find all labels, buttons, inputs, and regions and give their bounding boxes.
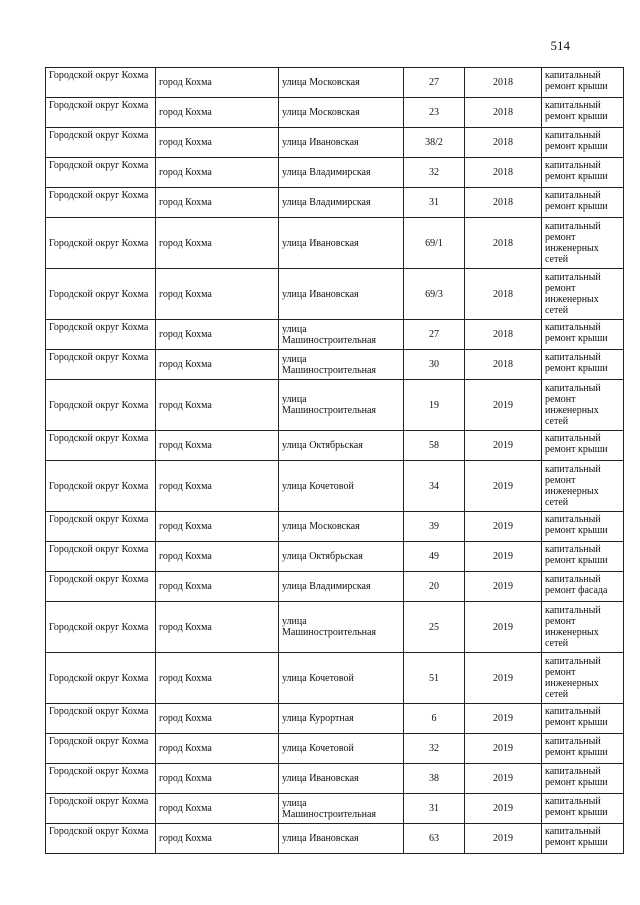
- cell-work-type: капитальный ремонт инженерных сетей: [542, 602, 624, 653]
- cell-work-type: капитальный ремонт инженерных сетей: [542, 461, 624, 512]
- cell-work-type: капитальный ремонт инженерных сетей: [542, 380, 624, 431]
- cell-settlement: город Кохма: [156, 218, 279, 269]
- cell-municipal-district: Городской округ Кохма: [46, 269, 156, 320]
- cell-work-type: капитальный ремонт инженерных сетей: [542, 269, 624, 320]
- cell-year: 2018: [465, 158, 542, 188]
- cell-house-number: 49: [404, 542, 465, 572]
- cell-municipal-district: Городской округ Кохма: [46, 380, 156, 431]
- cell-house-number: 27: [404, 320, 465, 350]
- cell-year: 2019: [465, 824, 542, 854]
- cell-street: улица Ивановская: [279, 128, 404, 158]
- cell-municipal-district: Городской округ Кохма: [46, 98, 156, 128]
- cell-street: улица Кочетовой: [279, 653, 404, 704]
- cell-work-type: капитальный ремонт крыши: [542, 98, 624, 128]
- table-row: [46, 824, 624, 854]
- cell-work-type: капитальный ремонт крыши: [542, 542, 624, 572]
- cell-work-type: капитальный ремонт крыши: [542, 350, 624, 380]
- cell-work-type: капитальный ремонт инженерных сетей: [542, 218, 624, 269]
- cell-street: улица Октябрьская: [279, 431, 404, 461]
- cell-street: улица Владимирская: [279, 572, 404, 602]
- cell-work-type: капитальный ремонт крыши: [542, 512, 624, 542]
- cell-municipal-district: Городской округ Кохма: [46, 602, 156, 653]
- cell-year: 2018: [465, 188, 542, 218]
- cell-street: улица Ивановская: [279, 218, 404, 269]
- cell-house-number: 69/1: [404, 218, 465, 269]
- cell-municipal-district: Городской округ Кохма: [46, 653, 156, 704]
- cell-house-number: 30: [404, 350, 465, 380]
- cell-municipal-district: Городской округ Кохма: [46, 542, 156, 572]
- table-row: [46, 764, 624, 794]
- cell-settlement: город Кохма: [156, 269, 279, 320]
- cell-municipal-district: Городской округ Кохма: [46, 128, 156, 158]
- cell-settlement: город Кохма: [156, 380, 279, 431]
- cell-municipal-district: Городской округ Кохма: [46, 68, 156, 98]
- cell-work-type: капитальный ремонт крыши: [542, 128, 624, 158]
- cell-year: 2018: [465, 68, 542, 98]
- cell-municipal-district: Городской округ Кохма: [46, 824, 156, 854]
- cell-settlement: город Кохма: [156, 542, 279, 572]
- cell-year: 2018: [465, 350, 542, 380]
- cell-settlement: город Кохма: [156, 98, 279, 128]
- cell-settlement: город Кохма: [156, 734, 279, 764]
- cell-work-type: капитальный ремонт крыши: [542, 734, 624, 764]
- table-row: [46, 158, 624, 188]
- cell-street: улица Машиностроительная: [279, 794, 404, 824]
- cell-municipal-district: Городской округ Кохма: [46, 512, 156, 542]
- cell-year: 2019: [465, 794, 542, 824]
- cell-year: 2019: [465, 512, 542, 542]
- table-row: [46, 572, 624, 602]
- cell-work-type: капитальный ремонт инженерных сетей: [542, 653, 624, 704]
- cell-year: 2019: [465, 431, 542, 461]
- table-row: [46, 653, 624, 704]
- cell-house-number: 6: [404, 704, 465, 734]
- table-row: [46, 512, 624, 542]
- table-row: [46, 68, 624, 98]
- cell-settlement: город Кохма: [156, 158, 279, 188]
- cell-house-number: 38/2: [404, 128, 465, 158]
- cell-house-number: 51: [404, 653, 465, 704]
- cell-work-type: капитальный ремонт крыши: [542, 188, 624, 218]
- cell-street: улица Ивановская: [279, 824, 404, 854]
- cell-year: 2019: [465, 542, 542, 572]
- cell-house-number: 25: [404, 602, 465, 653]
- cell-settlement: город Кохма: [156, 431, 279, 461]
- cell-year: 2018: [465, 218, 542, 269]
- table-row: [46, 98, 624, 128]
- cell-municipal-district: Городской округ Кохма: [46, 794, 156, 824]
- cell-street: улица Московская: [279, 68, 404, 98]
- repair-schedule-table: [45, 67, 624, 854]
- cell-work-type: капитальный ремонт крыши: [542, 704, 624, 734]
- table-row: [46, 542, 624, 572]
- table-body: [46, 68, 624, 854]
- table-row: [46, 218, 624, 269]
- cell-settlement: город Кохма: [156, 704, 279, 734]
- cell-settlement: город Кохма: [156, 68, 279, 98]
- cell-house-number: 32: [404, 734, 465, 764]
- cell-street: улица Владимирская: [279, 188, 404, 218]
- cell-settlement: город Кохма: [156, 794, 279, 824]
- cell-municipal-district: Городской округ Кохма: [46, 350, 156, 380]
- page-number: 514: [550, 38, 570, 53]
- table-row: [46, 380, 624, 431]
- cell-settlement: город Кохма: [156, 188, 279, 218]
- cell-house-number: 39: [404, 512, 465, 542]
- cell-year: 2019: [465, 653, 542, 704]
- table-row: [46, 431, 624, 461]
- cell-house-number: 58: [404, 431, 465, 461]
- cell-year: 2019: [465, 461, 542, 512]
- cell-year: 2019: [465, 602, 542, 653]
- cell-settlement: город Кохма: [156, 653, 279, 704]
- cell-work-type: капитальный ремонт крыши: [542, 158, 624, 188]
- table-row: [46, 128, 624, 158]
- cell-street: улица Курортная: [279, 704, 404, 734]
- cell-settlement: город Кохма: [156, 461, 279, 512]
- cell-year: 2018: [465, 128, 542, 158]
- cell-street: улица Октябрьская: [279, 542, 404, 572]
- cell-street: улица Машиностроительная: [279, 350, 404, 380]
- cell-house-number: 38: [404, 764, 465, 794]
- cell-municipal-district: Городской округ Кохма: [46, 431, 156, 461]
- cell-settlement: город Кохма: [156, 764, 279, 794]
- cell-work-type: капитальный ремонт крыши: [542, 68, 624, 98]
- cell-work-type: капитальный ремонт крыши: [542, 824, 624, 854]
- cell-house-number: 19: [404, 380, 465, 431]
- cell-house-number: 27: [404, 68, 465, 98]
- cell-settlement: город Кохма: [156, 350, 279, 380]
- cell-year: 2019: [465, 380, 542, 431]
- cell-year: 2019: [465, 704, 542, 734]
- cell-year: 2019: [465, 572, 542, 602]
- cell-municipal-district: Городской округ Кохма: [46, 734, 156, 764]
- cell-work-type: капитальный ремонт крыши: [542, 794, 624, 824]
- cell-street: улица Кочетовой: [279, 734, 404, 764]
- table-row: [46, 320, 624, 350]
- cell-settlement: город Кохма: [156, 512, 279, 542]
- cell-work-type: капитальный ремонт фасада: [542, 572, 624, 602]
- cell-settlement: город Кохма: [156, 572, 279, 602]
- cell-municipal-district: Городской округ Кохма: [46, 158, 156, 188]
- table-row: [46, 602, 624, 653]
- cell-street: улица Ивановская: [279, 269, 404, 320]
- cell-municipal-district: Городской округ Кохма: [46, 764, 156, 794]
- cell-street: улица Московская: [279, 98, 404, 128]
- cell-house-number: 20: [404, 572, 465, 602]
- cell-municipal-district: Городской округ Кохма: [46, 572, 156, 602]
- cell-year: 2019: [465, 764, 542, 794]
- cell-settlement: город Кохма: [156, 602, 279, 653]
- cell-work-type: капитальный ремонт крыши: [542, 764, 624, 794]
- cell-house-number: 31: [404, 794, 465, 824]
- cell-municipal-district: Городской округ Кохма: [46, 704, 156, 734]
- cell-house-number: 31: [404, 188, 465, 218]
- table-row: [46, 734, 624, 764]
- cell-house-number: 32: [404, 158, 465, 188]
- cell-year: 2018: [465, 269, 542, 320]
- cell-street: улица Машиностроительная: [279, 602, 404, 653]
- table-row: [46, 794, 624, 824]
- cell-street: улица Кочетовой: [279, 461, 404, 512]
- cell-municipal-district: Городской округ Кохма: [46, 218, 156, 269]
- cell-house-number: 23: [404, 98, 465, 128]
- table-row: [46, 704, 624, 734]
- cell-settlement: город Кохма: [156, 128, 279, 158]
- cell-house-number: 69/3: [404, 269, 465, 320]
- cell-work-type: капитальный ремонт крыши: [542, 320, 624, 350]
- cell-settlement: город Кохма: [156, 824, 279, 854]
- cell-house-number: 34: [404, 461, 465, 512]
- cell-settlement: город Кохма: [156, 320, 279, 350]
- cell-year: 2018: [465, 320, 542, 350]
- table-row: [46, 461, 624, 512]
- table-row: [46, 269, 624, 320]
- table-row: [46, 350, 624, 380]
- cell-house-number: 63: [404, 824, 465, 854]
- cell-year: 2019: [465, 734, 542, 764]
- cell-street: улица Машиностроительная: [279, 380, 404, 431]
- table-row: [46, 188, 624, 218]
- cell-street: улица Московская: [279, 512, 404, 542]
- cell-municipal-district: Городской округ Кохма: [46, 320, 156, 350]
- cell-municipal-district: Городской округ Кохма: [46, 461, 156, 512]
- cell-municipal-district: Городской округ Кохма: [46, 188, 156, 218]
- cell-street: улица Машиностроительная: [279, 320, 404, 350]
- cell-street: улица Ивановская: [279, 764, 404, 794]
- cell-street: улица Владимирская: [279, 158, 404, 188]
- cell-work-type: капитальный ремонт крыши: [542, 431, 624, 461]
- cell-year: 2018: [465, 98, 542, 128]
